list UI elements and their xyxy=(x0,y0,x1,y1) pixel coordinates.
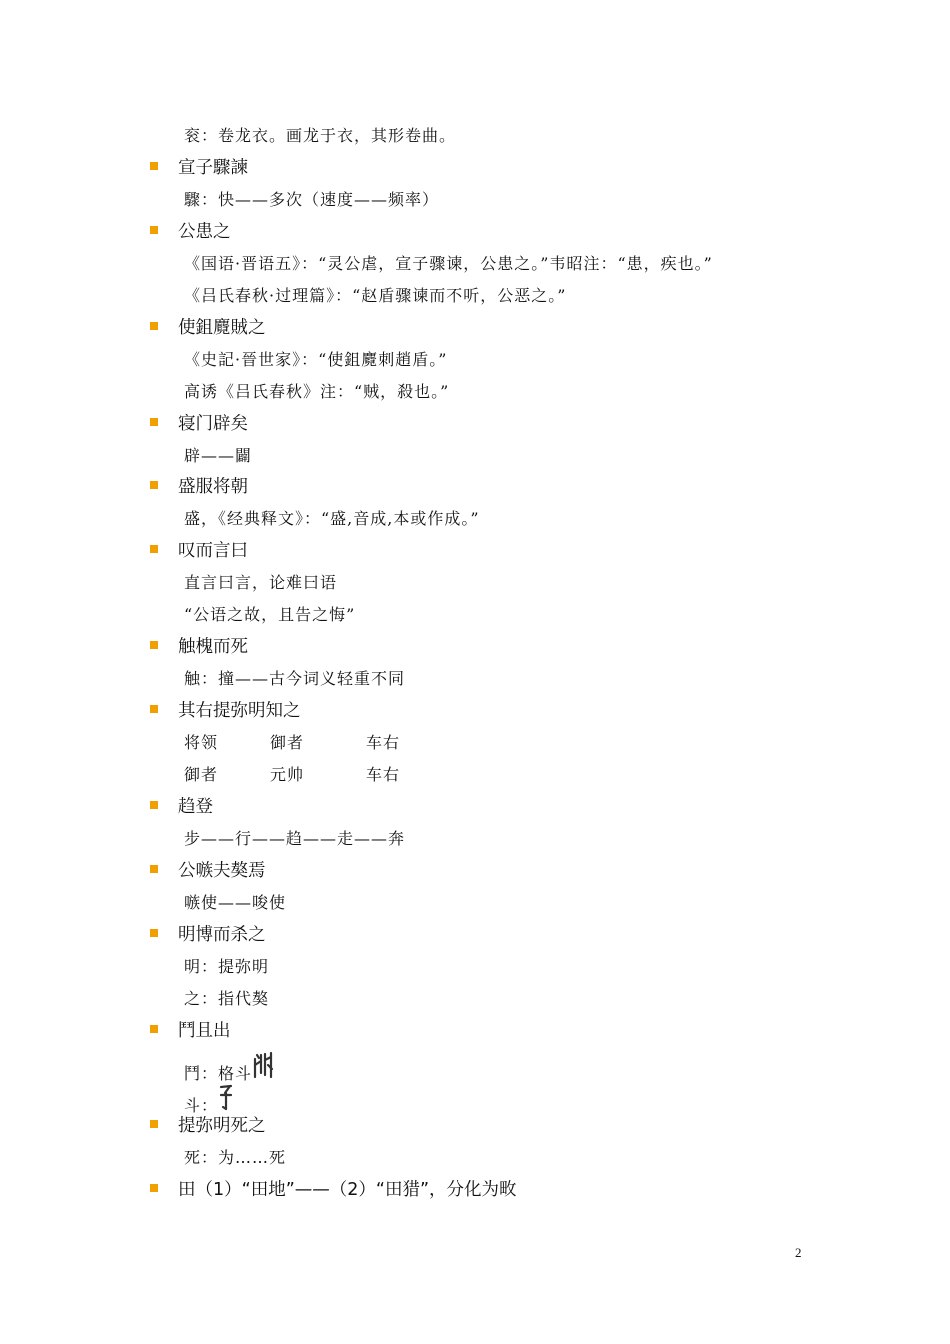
bullet-item xyxy=(150,156,248,180)
sub-text-line xyxy=(184,1083,234,1118)
bullet-text: 盛服将朝 xyxy=(178,477,248,498)
bullet-item xyxy=(150,1178,517,1202)
bullet-square-icon xyxy=(150,1184,158,1192)
bullet-text: 宣子驟諫 xyxy=(178,157,248,178)
bullet-item xyxy=(150,795,213,819)
bullet-item xyxy=(150,316,266,340)
sub-text: 《史記·晉世家》：“使鉏麑刺趙盾。” xyxy=(184,349,448,369)
table-cell: 御者 xyxy=(184,765,219,784)
bullet-text: 鬥且出 xyxy=(178,1020,231,1041)
page-number: 2 xyxy=(795,1245,802,1260)
sub-text: 《吕氏春秋·过理篇》：“赵盾骤谏而不听，公恶之。” xyxy=(184,285,567,305)
sub-text: 嗾使——唆使 xyxy=(184,892,287,912)
bullet-item xyxy=(150,475,248,499)
bullet-text: 明博而杀之 xyxy=(178,924,266,945)
bullet-square-icon xyxy=(150,322,158,330)
table-cell: 御者 xyxy=(270,733,305,753)
sub-text: 斗： xyxy=(184,1095,219,1115)
bullet-square-icon xyxy=(150,865,158,873)
sub-text: 之：指代獒 xyxy=(184,988,270,1008)
sub-text-line xyxy=(184,955,269,979)
sub-text-line xyxy=(184,571,337,595)
bullet-text: 公患之 xyxy=(178,221,231,242)
sub-text: “公语之故，且告之悔” xyxy=(184,605,356,625)
bullet-text: 公嗾夫獒焉 xyxy=(178,860,266,881)
dou-ancient-glyph-a-icon xyxy=(252,1051,274,1086)
table-row xyxy=(184,763,401,787)
sub-text: 辟——闢 xyxy=(184,445,253,465)
table-row xyxy=(184,731,401,755)
bullet-square-icon xyxy=(150,226,158,234)
sub-text: 驟：快——多次（速度——频率） xyxy=(184,189,440,209)
table-cell: 将领 xyxy=(184,733,219,753)
table-cell: 车右 xyxy=(366,765,401,784)
sub-text: 鬥：格斗 xyxy=(184,1063,253,1083)
sub-text-line xyxy=(184,891,286,915)
bullet-text: 寝门辟矣 xyxy=(178,413,248,434)
bullet-item xyxy=(150,859,266,883)
table-cell: 车右 xyxy=(366,733,401,753)
sub-text: 死：为……死 xyxy=(184,1148,287,1168)
bullet-square-icon xyxy=(150,545,158,553)
sub-text: 高诱《吕氏春秋》注：“贼，殺也。” xyxy=(184,381,450,401)
bullet-item xyxy=(150,699,301,723)
bullet-text: 其右提弥明知之 xyxy=(178,701,301,722)
sub-text: 直言曰言，论难曰语 xyxy=(184,573,338,593)
table-cell: 元帅 xyxy=(270,765,305,784)
bullet-item xyxy=(150,635,248,659)
bullet-square-icon xyxy=(150,1120,158,1128)
sub-text-line xyxy=(184,1051,274,1086)
sub-text-line xyxy=(184,603,355,627)
bullet-square-icon xyxy=(150,705,158,713)
sub-text: 《国语·晋语五》：“灵公虐，宣子骤谏，公患之。”韦昭注：“患，疾也。” xyxy=(184,253,713,273)
bullet-item xyxy=(150,1114,266,1138)
bullet-text: 趋登 xyxy=(178,796,213,817)
bullet-square-icon xyxy=(150,162,158,170)
bullet-text: 提弥明死之 xyxy=(178,1116,266,1137)
bullet-square-icon xyxy=(150,1025,158,1033)
bullet-text: 使鉏麑賊之 xyxy=(178,317,266,338)
bullet-item xyxy=(150,1019,231,1043)
sub-text: 衮：卷龙衣。画龙于衣，其形卷曲。 xyxy=(184,126,457,145)
sub-text-line xyxy=(184,987,269,1011)
bullet-text: 叹而言曰 xyxy=(178,541,248,562)
sub-text-line xyxy=(184,348,447,372)
bullet-text: 田（1）“田地”——（2）“田猎”，分化为畋 xyxy=(178,1180,517,1201)
bullet-square-icon xyxy=(150,418,158,426)
sub-text-line xyxy=(184,1146,286,1170)
sub-text: 明：提弥明 xyxy=(184,956,270,976)
sub-text-line xyxy=(184,284,566,308)
sub-text-line xyxy=(184,827,405,851)
sub-text-line xyxy=(184,667,405,691)
bullet-square-icon xyxy=(150,801,158,809)
bullet-square-icon xyxy=(150,641,158,649)
bullet-item xyxy=(150,923,266,947)
bullet-square-icon xyxy=(150,929,158,937)
bullet-item xyxy=(150,220,231,244)
sub-text: 步——行——趋——走——奔 xyxy=(184,828,406,848)
sub-text-line xyxy=(184,507,480,531)
sub-text-line xyxy=(184,444,252,468)
sub-text-line xyxy=(184,124,456,148)
dou-ancient-glyph-b-icon xyxy=(218,1083,234,1118)
bullet-item xyxy=(150,412,248,436)
sub-text-line xyxy=(184,252,713,276)
bullet-square-icon xyxy=(150,481,158,489)
sub-text: 触：撞——古今词义轻重不同 xyxy=(184,669,406,689)
sub-text-line xyxy=(184,380,449,404)
sub-text: 盛，《经典释文》：“盛,音成,本或作成。” xyxy=(184,509,480,529)
bullet-text: 触槐而死 xyxy=(178,637,248,658)
sub-text-line xyxy=(184,188,439,212)
bullet-item xyxy=(150,539,248,563)
